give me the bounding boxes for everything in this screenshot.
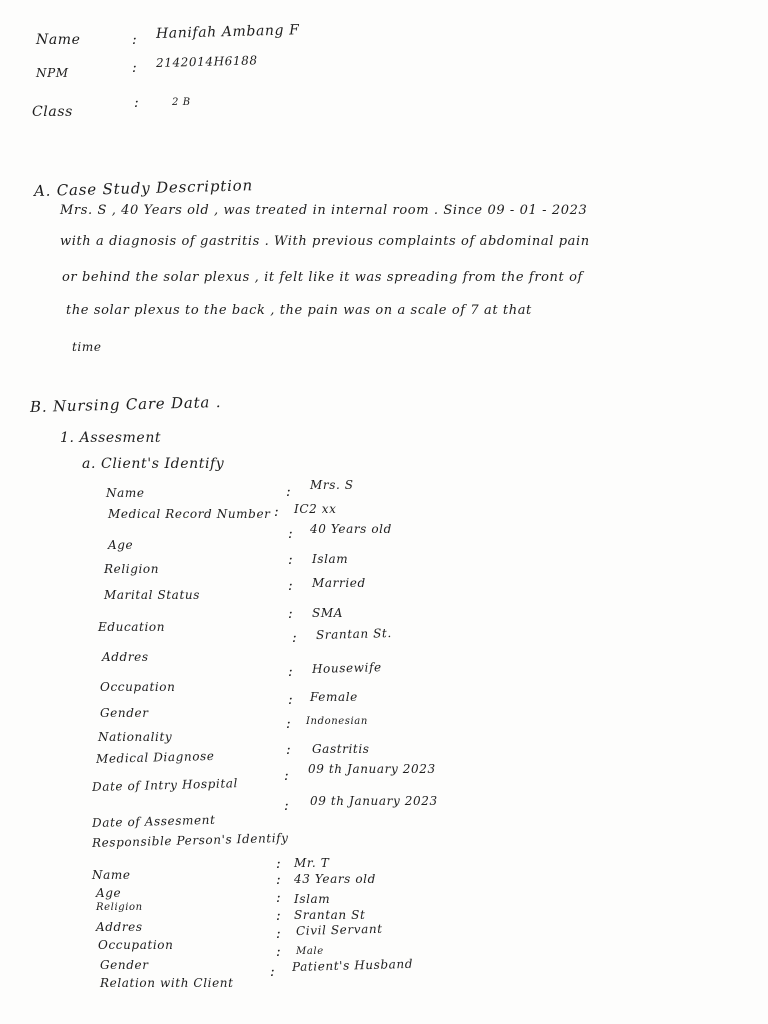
- client-field-colon: :: [288, 692, 294, 708]
- client-field-colon: :: [286, 484, 292, 500]
- client-field-value: Islam: [312, 552, 349, 566]
- responsible-field-colon: :: [276, 872, 282, 888]
- name-colon: :: [132, 32, 138, 48]
- responsible-field-colon: :: [270, 964, 276, 980]
- responsible-field-colon: :: [276, 890, 282, 906]
- client-field-label: Addres: [102, 650, 149, 664]
- npm-value: 2142014H6188: [155, 53, 258, 70]
- client-field-label: Age: [108, 538, 134, 552]
- client-field-value: 09 th January 2023: [308, 762, 436, 776]
- responsible-field-label: Relation with Client: [100, 976, 234, 990]
- responsible-field-value: 43 Years old: [294, 872, 376, 886]
- responsible-field-label: Religion: [96, 902, 143, 913]
- responsible-field-value: Civil Servant: [295, 921, 383, 938]
- client-identify-heading: a. Client's Identify: [82, 456, 225, 472]
- name-label: Name: [36, 32, 81, 48]
- client-field-label: Date of Assesment: [91, 812, 216, 830]
- client-field-colon: :: [288, 526, 294, 542]
- client-field-colon: :: [288, 578, 294, 594]
- client-field-value: Housewife: [311, 660, 382, 676]
- responsible-field-value: Srantan St: [294, 908, 366, 922]
- class-value: 2 B: [172, 97, 191, 108]
- client-field-label: Marital Status: [104, 588, 200, 602]
- client-field-colon: :: [284, 768, 290, 784]
- client-field-label: Date of Intry Hospital: [91, 776, 239, 794]
- client-field-label: Education: [98, 620, 166, 634]
- client-field-label: Religion: [104, 562, 160, 576]
- client-field-label: Gender: [100, 706, 149, 720]
- class-colon: :: [134, 95, 140, 111]
- client-field-value: Gastritis: [312, 742, 370, 756]
- client-field-label: Medical Diagnose: [95, 748, 215, 766]
- responsible-field-label: Gender: [100, 958, 149, 972]
- responsible-field-label: Addres: [96, 920, 143, 934]
- section-a-heading: A. Case Study Description: [33, 176, 254, 200]
- responsible-field-colon: :: [276, 856, 282, 872]
- client-field-value: Indonesian: [306, 716, 368, 727]
- class-label: Class: [32, 104, 73, 120]
- responsible-field-value: Mr. T: [294, 856, 330, 870]
- section-a-line: or behind the solar plexus , it felt like it was spreading from the front of: [62, 270, 583, 285]
- section-a-line: the solar plexus to the back , the pain was on a scale of 7 at that: [66, 303, 532, 318]
- name-value: Hanifah Ambang F: [155, 22, 300, 42]
- responsible-field-colon: :: [276, 908, 282, 924]
- client-field-value: Mrs. S: [310, 478, 354, 492]
- assesment-heading: 1. Assesment: [60, 430, 162, 446]
- client-field-label: Occupation: [100, 680, 176, 694]
- client-field-colon: :: [274, 504, 280, 520]
- client-field-value: IC2 xx: [294, 502, 337, 516]
- npm-colon: :: [132, 60, 138, 76]
- responsible-field-label: Name: [92, 868, 131, 882]
- section-a-line: Mrs. S , 40 Years old , was treated in internal room . Since 09 - 01 - 2023: [60, 203, 588, 218]
- client-field-value: SMA: [312, 606, 343, 620]
- client-field-colon: :: [288, 606, 294, 622]
- client-field-value: Married: [312, 576, 366, 590]
- section-a-line: time: [72, 340, 102, 354]
- client-field-label: Medical Record Number: [108, 507, 271, 521]
- section-b-heading: B. Nursing Care Data .: [29, 392, 222, 416]
- responsible-field-colon: :: [276, 926, 282, 942]
- client-field-value: Female: [310, 690, 358, 704]
- client-field-label: Nationality: [98, 730, 173, 744]
- npm-label: NPM: [36, 66, 69, 80]
- responsible-field-label: Age: [96, 886, 122, 900]
- client-field-colon: :: [288, 664, 294, 680]
- responsible-field-value: Patient's Husband: [291, 956, 414, 974]
- responsible-field-value: Islam: [294, 892, 331, 906]
- responsible-heading: Responsible Person's Identify: [91, 830, 289, 850]
- client-field-value: 09 th January 2023: [310, 794, 438, 808]
- client-field-value: 40 Years old: [310, 522, 392, 536]
- client-field-value: Srantan St.: [315, 626, 392, 642]
- client-field-label: Name: [106, 486, 145, 500]
- client-field-colon: :: [286, 716, 292, 732]
- client-field-colon: :: [288, 552, 294, 568]
- responsible-field-value: Male: [296, 946, 324, 957]
- client-field-colon: :: [292, 630, 298, 646]
- section-a-line: with a diagnosis of gastritis . With previous complaints of abdominal pain: [60, 234, 590, 249]
- responsible-field-label: Occupation: [98, 938, 174, 952]
- responsible-field-colon: :: [276, 944, 282, 960]
- client-field-colon: :: [286, 742, 292, 758]
- client-field-colon: :: [284, 798, 290, 814]
